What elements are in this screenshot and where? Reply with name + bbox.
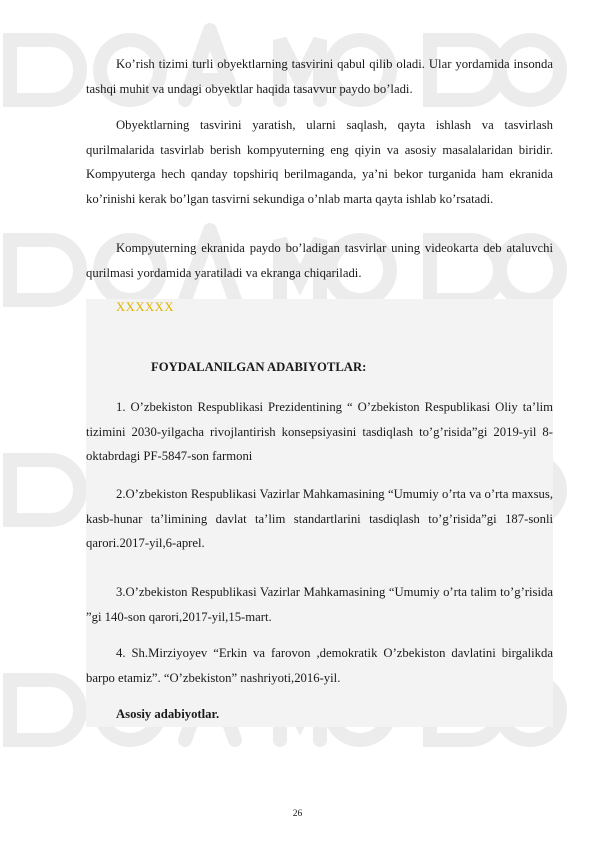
reference-item-4: 4. Sh.Mirziyoyev “Erkin va farovon ,demokratik O’zbekiston davlatini birgalikda barpo etamiz”. “O’zbekiston” nashriyoti,2016-yil. [86, 646, 553, 685]
reference-item-2: 2.O’zbekiston Respublikasi Vazirlar Mahkamasining “Umumiy o’rta va o’rta maxsus, kasb-hunar ta’limining davlat ta’lim standartlarini tasdiqlash to’g’risida”gi 187-sonli qarori.2017-yil,6-aprel. [86, 487, 553, 550]
paragraph-1: Ko’rish tizimi turli obyektlarning tasvirini qabul qilib oladi. Ular yordamida insonda tashqi muhit va undagi obyektlar haqida tasavvur paydo bo’ladi. [86, 57, 553, 96]
paragraph-3: Kompyuterning ekranida paydo bo’ladigan tasvirlar uning videokarta deb ataluvchi qurilmasi yordamida yaratiladi va ekranga chiqariladi. [86, 241, 553, 280]
reference-item-3: 3.O’zbekiston Respublikasi Vazirlar Mahkamasining “Umumiy o’rta talim to’g’risida ”gi 140-son qarori,2017-yil,15-mart. [86, 585, 553, 624]
sub-heading: Asosiy adabiyotlar. [116, 707, 220, 721]
paragraph-2: Obyektlarning tasvirini yaratish, ularni saqlash, qayta ishlash va tasvirlash qurilmalarida tasvirlab berish kompyuterning eng qiyin va asosiy masalalaridan biridir. Kompyuterga hech qanday topshiriq berilmaganda, ya’ni bekor turganida ham ekranida ko’rinishi kerak bo’lgan tasvirni sekundiga o’nlab marta qayta ishlab ko’rsatadi. [86, 118, 553, 206]
placeholder-text: XXXXXX [116, 300, 174, 314]
references-heading: FOYDALANILGAN ADABIYOTLAR: [151, 360, 367, 374]
page-number: 26 [292, 809, 303, 819]
reference-item-1: 1. O’zbekiston Respublikasi Prezidentining “ O’zbekiston Respublikasi Oliy ta’lim tizimini 2030-yilgacha rivojlantirish konsepsiyasini tasdiqlash to’g’risida”gi 2019-yil 8-oktabrdagi PF-5847-son farmoni [86, 400, 553, 463]
